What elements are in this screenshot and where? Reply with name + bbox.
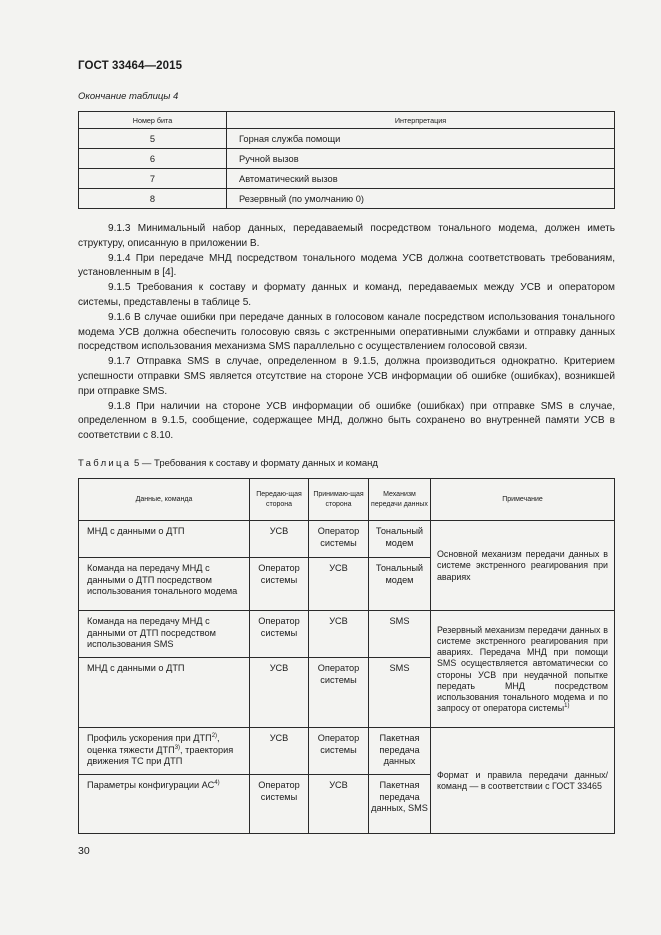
page-number: 30 <box>78 845 90 857</box>
data-cell: МНД с данными о ДТП <box>79 658 250 728</box>
sender-cell: Оператор системы <box>250 775 309 834</box>
paragraph-9-1-8: 9.1.8 При наличии на стороне УСВ информации об ошибке (ошибках) при отправке SMS в случае, определенном в 9.1.5, сообщение, содержащее МНД, должно быть сохранено во внутренней памяти УСВ в соответствии с 8.10. <box>78 400 615 442</box>
data-cell: Команда на передачу МНД с данными от ДТП посредством использования SMS <box>79 611 250 658</box>
table-header-row <box>79 112 615 129</box>
table-row <box>79 169 615 189</box>
data-text: , траектория движения ТС при ДТП <box>87 744 234 767</box>
column-header: Передаю-щая сторона <box>250 479 309 521</box>
column-header: Данные, команда <box>79 479 250 521</box>
footnote-ref: 1) <box>564 703 570 710</box>
data-text: Параметры конфигурации АС <box>87 780 215 790</box>
receiver-cell: УСВ <box>309 558 369 611</box>
interpretation-cell: Горная служба помощи <box>227 129 615 149</box>
footnote-ref: 4) <box>214 779 220 786</box>
footnote-ref: 2) <box>211 732 218 739</box>
sender-cell: Оператор системы <box>250 558 309 611</box>
sender-cell: УСВ <box>250 658 309 728</box>
sender-cell: УСВ <box>250 521 309 558</box>
data-text: , оценка тяжести ДТП <box>87 733 220 755</box>
body-text <box>78 222 615 444</box>
data-cell: Команда на передачу МНД с данными о ДТП посредством использования тонального модема <box>79 558 250 611</box>
receiver-cell: Оператор системы <box>309 658 369 728</box>
interpretation-cell: Автоматический вызов <box>227 169 615 189</box>
mechanism-cell: Тональный модем <box>369 558 431 611</box>
data-cell: МНД с данными о ДТП <box>79 521 250 558</box>
table-row <box>79 611 615 658</box>
mechanism-cell: Тональный модем <box>369 521 431 558</box>
table-row <box>79 189 615 209</box>
note-cell: Основной механизм передачи данных в системе экстренного реагирования при авариях <box>431 521 615 611</box>
table4-continuation-caption: Окончание таблицы 4 <box>78 91 179 102</box>
receiver-cell: Оператор системы <box>309 521 369 558</box>
paragraph-9-1-5: 9.1.5 Требования к составу и формату данных и команд, передаваемых между УСВ и оператором системы, представлены в таблице 5. <box>78 282 615 308</box>
paragraph-9-1-7: 9.1.7 Отправка SMS в случае, определенном в 9.1.5, должна производиться однократно. Критерием успешности отправки SMS является отсутствие на стороне УСВ информации об ошибке (ошибках), возникшей при отправке SMS. <box>78 356 615 397</box>
bit-number-cell: 6 <box>79 149 227 169</box>
bit-number-cell: 5 <box>79 129 227 149</box>
data-cell <box>79 728 250 775</box>
data-text: Профиль ускорения при ДТП <box>87 733 212 743</box>
note-text: Резервный механизм передачи данных в системе экстренного реагирования при авариях. Передача МНД при помощи SMS осуществляется автоматически со стороны УСВ при неудачной попытке передать МНД посредством использования тонального модема и по запросу от оператора системы <box>437 624 608 714</box>
bit-number-cell: 8 <box>79 189 227 209</box>
data-cell <box>79 775 250 834</box>
mechanism-cell: Пакетная передача данных <box>369 728 431 775</box>
bit-number-cell: 7 <box>79 169 227 189</box>
paragraph-9-1-3: 9.1.3 Минимальный набор данных, передаваемый посредством тонального модема, должен иметь структуру, описанную в приложении В. <box>78 223 615 249</box>
table5-caption <box>78 458 378 469</box>
table-row <box>79 728 615 775</box>
footnote-ref: 3) <box>174 744 181 751</box>
table5-caption-title: 5 — Требования к составу и формату данных и команд <box>134 458 378 469</box>
note-cell: Формат и правила передачи данных/команд — в соответствии с ГОСТ 33465 <box>431 728 615 834</box>
table-4 <box>78 111 615 209</box>
paragraph-9-1-4: 9.1.4 При передаче МНД посредством тонального модема УСВ должна соответствовать требованиям, установленным в [4]. <box>78 252 615 279</box>
column-header: Механизм передачи данных <box>369 479 431 521</box>
sender-cell: УСВ <box>250 728 309 775</box>
note-cell <box>431 611 615 728</box>
receiver-cell: УСВ <box>309 611 369 658</box>
interpretation-cell: Резервный (по умолчанию 0) <box>227 189 615 209</box>
mechanism-cell: SMS <box>369 658 431 728</box>
table-5 <box>78 478 615 834</box>
standard-header: ГОСТ 33464—2015 <box>78 60 183 72</box>
paragraph-9-1-6: 9.1.6 В случае ошибки при передаче данных в голосовом канале посредством использования тонального модема УСВ должна обеспечить голосовую связь с экстренными оперативными службами и отправку данных посредством использования механизма SMS параллельно с осуществлением голосовой связи. <box>78 311 615 353</box>
table-row <box>79 129 615 149</box>
table-header-row <box>79 479 615 521</box>
mechanism-cell: Пакетная передача данных, SMS <box>369 775 431 834</box>
column-header: Принимаю-щая сторона <box>309 479 369 521</box>
column-header: Примечание <box>431 479 615 521</box>
table-row <box>79 149 615 169</box>
table5-caption-prefix: Таблица <box>78 458 132 469</box>
receiver-cell: Оператор системы <box>309 728 369 775</box>
mechanism-cell: SMS <box>369 611 431 658</box>
table-row <box>79 521 615 558</box>
interpretation-cell: Ручной вызов <box>227 149 615 169</box>
sender-cell: Оператор системы <box>250 611 309 658</box>
column-header: Интерпретация <box>227 112 615 129</box>
receiver-cell: УСВ <box>309 775 369 834</box>
column-header: Номер бита <box>79 112 227 129</box>
